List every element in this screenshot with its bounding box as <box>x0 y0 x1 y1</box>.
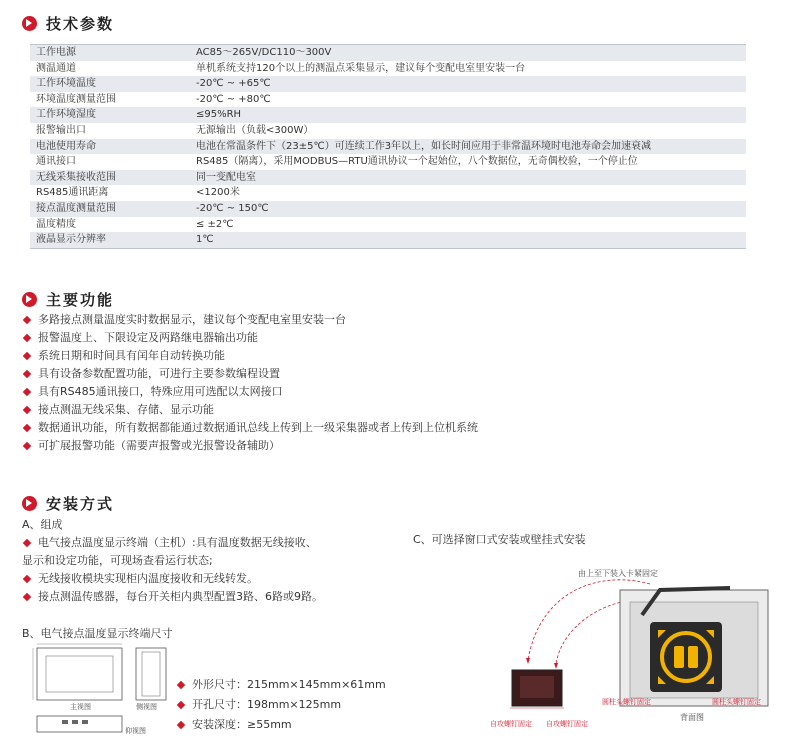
table-row <box>30 92 746 108</box>
spec-key: 报警输出口 <box>30 123 190 139</box>
spec-key: 测温通道 <box>30 61 190 77</box>
table-row <box>30 45 746 61</box>
bottom-view-label: 仰视图 <box>125 727 146 735</box>
list-item: 安装深度：≥55mm <box>176 715 386 735</box>
spec-value: 单机系统支持120个以上的测温点采集显示，建议每个变配电室里安装一台 <box>190 61 746 77</box>
section-title-functions: 主要功能 <box>46 291 115 309</box>
spec-key: 电池使用寿命 <box>30 139 190 155</box>
bullet-diamond-icon <box>23 406 31 414</box>
spec-key: 环境温度测量范围 <box>30 92 190 108</box>
section-header-install <box>22 493 114 514</box>
spec-key: 液晶显示分辨率 <box>30 232 190 248</box>
bullet-diamond-icon <box>177 681 185 689</box>
pillar-screw-label-left: 圆柱头螺钉固定 <box>602 698 651 706</box>
table-row <box>30 76 746 92</box>
bullet-diamond-icon <box>23 334 31 342</box>
back-view-label: 背面图 <box>680 713 704 722</box>
bullet-diamond-icon <box>23 370 31 378</box>
install-a-heading: A、组成 <box>22 518 63 531</box>
installation-illustration <box>490 560 780 740</box>
table-row <box>30 170 746 186</box>
bullet-diamond-icon <box>23 424 31 432</box>
bullet-diamond-icon <box>23 442 31 450</box>
pillar-screw-label-right: 圆柱头螺钉固定 <box>712 698 761 706</box>
table-row <box>30 139 746 155</box>
install-b-heading: B、电气接点温度显示终端尺寸 <box>22 627 173 640</box>
terminal-dimension-drawing <box>22 642 187 742</box>
table-row <box>30 107 746 123</box>
self-tap-screw-label-right: 自攻螺钉固定 <box>546 720 588 728</box>
spec-key: 温度精度 <box>30 217 190 233</box>
list-item: 外形尺寸：215mm×145mm×61mm <box>176 675 386 695</box>
spec-value: AC85～265V/DC110～300V <box>190 45 746 61</box>
list-item: 数据通讯功能，所有数据都能通过数据通讯总线上传到上一级采集器或者上传到上位机系统 <box>22 419 478 437</box>
spec-value: <1200米 <box>190 185 746 201</box>
spec-value: RS485（隔离），采用MODBUS—RTU通讯协议一个起始位，八个数据位，无奇偶校验，一个停止位 <box>190 154 746 170</box>
spec-value: ≤95%RH <box>190 107 746 123</box>
section-title-specs: 技术参数 <box>46 15 115 33</box>
list-item: 具有设备参数配置功能，可进行主要参数编程设置 <box>22 365 478 383</box>
spec-key: 工作环境温度 <box>30 76 190 92</box>
bullet-diamond-icon <box>23 352 31 360</box>
table-row <box>30 154 746 170</box>
spec-value: 无源输出（负载<300W） <box>190 123 746 139</box>
list-item-continuation: 显示和设定功能，可现场查看运行状态; <box>22 554 213 567</box>
spec-key: 接点温度测量范围 <box>30 201 190 217</box>
dimension-list <box>176 675 386 735</box>
bullet-diamond-icon <box>23 316 31 324</box>
spec-key: 通讯接口 <box>30 154 190 170</box>
list-item: 无线接收模块实现柜内温度接收和无线转发。 <box>22 570 323 588</box>
spec-table <box>30 44 746 249</box>
chevron-right-icon <box>22 16 37 31</box>
chevron-right-icon <box>22 292 37 307</box>
front-view-label: 主视图 <box>70 703 91 711</box>
list-item: 系统日期和时间具有闰年自动转换功能 <box>22 347 478 365</box>
spec-value: -20℃ ~ +65℃ <box>190 76 746 92</box>
table-row <box>30 232 746 248</box>
section-title-install: 安装方式 <box>46 495 115 513</box>
install-c-heading: C、可选择窗口式安装或壁挂式安装 <box>413 533 586 546</box>
bullet-diamond-icon <box>23 539 31 547</box>
spec-value: ≤ ±2℃ <box>190 217 746 233</box>
table-row <box>30 217 746 233</box>
spec-value: 同一变配电室 <box>190 170 746 186</box>
list-item: 具有RS485通讯接口，特殊应用可选配以太网接口 <box>22 383 478 401</box>
self-tap-screw-label-left: 自攻螺钉固定 <box>490 720 532 728</box>
bullet-diamond-icon <box>177 721 185 729</box>
spec-value: -20℃ ~ +80℃ <box>190 92 746 108</box>
table-row <box>30 123 746 139</box>
table-row <box>30 201 746 217</box>
bullet-diamond-icon <box>23 575 31 583</box>
function-list <box>22 311 478 455</box>
list-item: 可扩展报警功能（需要声报警或光报警设备辅助） <box>22 437 478 455</box>
bullet-diamond-icon <box>23 593 31 601</box>
table-row <box>30 185 746 201</box>
side-view-label: 侧视图 <box>136 703 157 711</box>
list-item: 报警温度上、下限设定及两路继电器输出功能 <box>22 329 478 347</box>
top-install-note: 由上至下装入卡紧固定 <box>578 569 658 578</box>
list-item: 多路接点测量温度实时数据显示，建议每个变配电室里安装一台 <box>22 311 478 329</box>
list-item: 接点测温无线采集、存储、显示功能 <box>22 401 478 419</box>
installation-svg <box>490 560 780 740</box>
spec-value: -20℃ ~ 150℃ <box>190 201 746 217</box>
terminal-outline-svg <box>22 642 187 742</box>
list-item: 电气接点温度显示终端（主机）:具有温度数据无线接收、 <box>22 534 323 552</box>
spec-value: 1℃ <box>190 232 746 248</box>
section-header-functions <box>22 289 114 310</box>
bullet-diamond-icon <box>177 701 185 709</box>
spec-key: 无线采集接收范围 <box>30 170 190 186</box>
install-a-list <box>22 534 323 606</box>
spec-value: 电池在常温条件下（23±5℃）可连续工作3年以上，如长时间应用于非常温环境时电池寿命会加速衰减 <box>190 139 746 155</box>
spec-key: RS485通讯距离 <box>30 185 190 201</box>
list-item: 开孔尺寸：198mm×125mm <box>176 695 386 715</box>
spec-key: 工作电源 <box>30 45 190 61</box>
table-row <box>30 61 746 77</box>
bullet-diamond-icon <box>23 388 31 396</box>
list-item: 接点测温传感器，每台开关柜内典型配置3路、6路或9路。 <box>22 588 323 606</box>
section-header-specs <box>22 13 114 34</box>
chevron-right-icon <box>22 496 37 511</box>
spec-key: 工作环境湿度 <box>30 107 190 123</box>
